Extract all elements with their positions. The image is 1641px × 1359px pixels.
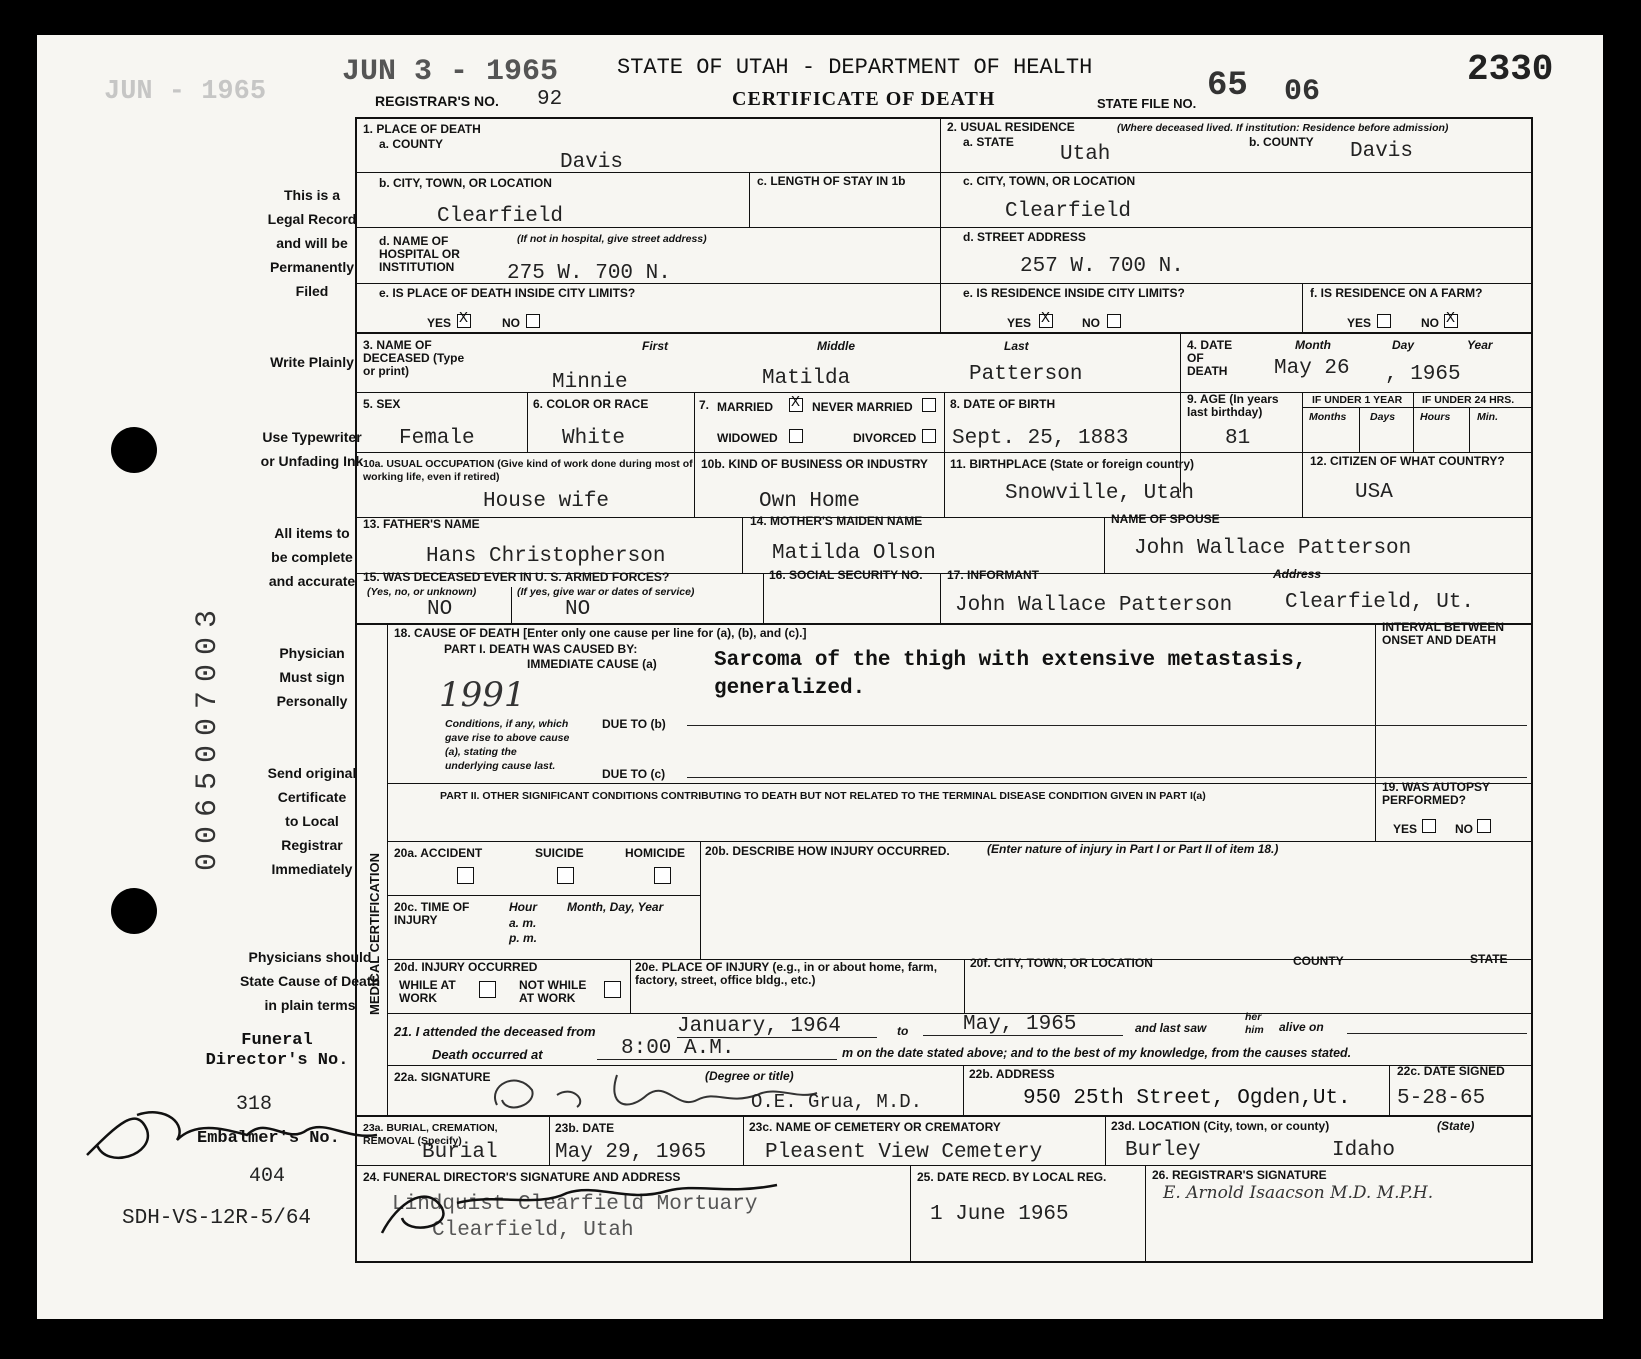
- label-date-signed: 22c. DATE SIGNED: [1397, 1064, 1505, 1078]
- label-mdy: Month, Day, Year: [567, 900, 664, 914]
- checkbox-divorced[interactable]: [922, 429, 936, 443]
- value-race: White: [562, 427, 626, 450]
- label-street: d. STREET ADDRESS: [963, 230, 1086, 244]
- label-while-work: WHILE AT WORK: [399, 978, 456, 1005]
- label-under-1-year: IF UNDER 1 YEAR: [1312, 394, 1403, 406]
- label-divorced: DIVORCED: [853, 431, 917, 445]
- label-citizen: 12. CITIZEN OF WHAT COUNTRY?: [1310, 454, 1505, 468]
- value-mortuary-line2: Clearfield, Utah: [432, 1219, 634, 1242]
- value-armed-a: NO: [427, 598, 453, 621]
- label-immediate: IMMEDIATE CAUSE (a): [527, 657, 657, 671]
- value-birthplace: Snowville, Utah: [1005, 482, 1195, 505]
- label-interval: INTERVAL BETWEEN ONSET AND DEATH: [1382, 620, 1505, 647]
- label-last-saw: and last saw: [1135, 1021, 1207, 1035]
- label-inside-city: e. IS PLACE OF DEATH INSIDE CITY LIMITS?: [379, 286, 636, 300]
- label-death-occurred: Death occurred at: [432, 1047, 543, 1062]
- value-res-state: Utah: [1060, 143, 1111, 166]
- label-county: a. COUNTY: [379, 137, 444, 151]
- value-last-name: Patterson: [969, 363, 1083, 386]
- label-not-while-work: NOT WHILE AT WORK: [519, 978, 587, 1005]
- label-year: Year: [1467, 338, 1493, 352]
- received-date-stamp: JUN 3 - 1965: [342, 55, 559, 89]
- label-no-1: NO: [502, 316, 520, 330]
- checkbox-farm-no[interactable]: [1444, 314, 1458, 328]
- checkbox-farm-yes[interactable]: [1377, 314, 1391, 328]
- label-usual-residence: 2. USUAL RESIDENCE: [947, 120, 1075, 134]
- vertical-serial-number: 0065007003: [191, 600, 225, 871]
- label-occupation: 10a. USUAL OCCUPATION (Give kind of work done during most of working life, even if retired): [363, 458, 693, 483]
- label-address-22b: 22b. ADDRESS: [969, 1067, 1055, 1081]
- label-armed-note2: (If yes, give war or dates of service): [517, 586, 695, 598]
- label-hospital-note: (If not in hospital, give street address): [517, 233, 707, 245]
- label-part2: PART II. OTHER SIGNIFICANT CONDITIONS CONTRIBUTING TO DEATH BUT NOT RELATED TO THE TERMINAL DISEASE CONDITION GIVEN IN PART I(a): [440, 790, 1206, 802]
- label-signature: 22a. SIGNATURE: [394, 1070, 491, 1084]
- label-days: Days: [1370, 411, 1396, 423]
- label-due-b: DUE TO (b): [602, 717, 666, 731]
- label-cemetery: 23c. NAME OF CEMETERY OR CREMATORY: [749, 1120, 1001, 1134]
- label-res-county: b. COUNTY: [1249, 135, 1314, 149]
- sidebar-note-cause: Physicians should State Cause of Death in plain terms: [239, 949, 381, 1013]
- label-hours: Hours: [1420, 411, 1451, 423]
- embalmer-no: 404: [249, 1165, 286, 1188]
- sidebar-note-complete: All items to be complete and accurate: [268, 525, 356, 589]
- label-conditions: Conditions, if any, which gave rise to above cause (a), stating the underlying cause last.: [445, 718, 570, 772]
- label-date-of-death: 4. DATE OF DEATH: [1187, 338, 1233, 378]
- label-alive-on: alive on: [1279, 1020, 1324, 1034]
- label-month: Month: [1295, 338, 1331, 352]
- value-armed-b: NO: [565, 598, 591, 621]
- value-occupation: House wife: [483, 490, 610, 513]
- registrar-signature: E. Arnold Isaacson M.D. M.P.H.: [1163, 1183, 1434, 1203]
- label-never-married: NEVER MARRIED: [812, 400, 913, 414]
- value-res-street: 257 W. 700 N.: [1020, 255, 1184, 278]
- label-residence-note: (Where deceased lived. If institution: Residence before admission): [1117, 122, 1449, 134]
- certificate-paper: [37, 35, 1603, 1319]
- checkbox-while-work[interactable]: [479, 981, 496, 998]
- label-hour: Hour: [509, 900, 537, 914]
- checkbox-married[interactable]: [789, 398, 803, 412]
- label-armed-forces: 15. WAS DECEASED EVER IN U. S. ARMED FORCES?: [363, 570, 670, 584]
- value-cause-line2: generalized.: [714, 677, 866, 700]
- checkbox-widowed[interactable]: [789, 429, 803, 443]
- label-due-c: DUE TO (c): [602, 767, 666, 781]
- value-death-city: Clearfield: [437, 205, 564, 228]
- label-no-2: NO: [1082, 316, 1100, 330]
- value-sex: Female: [399, 427, 475, 450]
- label-married-num: 7.: [699, 398, 710, 412]
- value-date-recd: 1 June 1965: [930, 1203, 1069, 1226]
- value-cause-line1: Sarcoma of the thigh with extensive metastasis,: [714, 649, 1307, 672]
- label-her-him: her him: [1245, 1011, 1264, 1036]
- value-location-state: Idaho: [1332, 1139, 1396, 1162]
- value-mortuary-line1: Lindquist Clearfield Mortuary: [392, 1193, 758, 1216]
- label-describe-injury: 20b. DESCRIBE HOW INJURY OCCURRED.: [705, 844, 950, 858]
- label-yes-1: YES: [427, 316, 452, 330]
- label-informant: 17. INFORMANT: [947, 568, 1040, 582]
- value-date-signed: 5-28-65: [1397, 1087, 1486, 1110]
- label-state: a. STATE: [963, 135, 1014, 149]
- label-yes-2: YES: [1007, 316, 1032, 330]
- label-min: Min.: [1477, 411, 1498, 423]
- value-father: Hans Christopherson: [426, 545, 666, 568]
- label-registrar-sig: 26. REGISTRAR'S SIGNATURE: [1152, 1168, 1327, 1182]
- label-date-birth: 8. DATE OF BIRTH: [950, 397, 1056, 411]
- label-time-injury: 20c. TIME OF INJURY: [394, 900, 470, 927]
- sidebar-note-typewriter: Use Typewriter or Unfading Ink: [260, 429, 364, 469]
- label-farm: f. IS RESIDENCE ON A FARM?: [1310, 286, 1483, 300]
- checkbox-never-married[interactable]: [922, 398, 936, 412]
- label-under-24: IF UNDER 24 HRS.: [1422, 394, 1515, 406]
- checkbox-homicide[interactable]: [654, 867, 671, 884]
- sidebar-note-send: Send original Certificate to Local Registrar Immediately: [267, 765, 357, 877]
- label-location: 23d. LOCATION (City, town, or county): [1111, 1119, 1330, 1133]
- label-describe-note: (Enter nature of injury in Part I or Part II of item 18.): [987, 842, 1279, 856]
- label-address: Address: [1273, 567, 1322, 581]
- label-injury-occurred: 20d. INJURY OCCURRED: [394, 960, 538, 974]
- value-business: Own Home: [759, 490, 860, 513]
- label-mother: 14. MOTHER'S MAIDEN NAME: [750, 514, 923, 528]
- checkbox-not-while-work[interactable]: [604, 981, 621, 998]
- label-autopsy-yes: YES: [1393, 822, 1418, 836]
- value-cemetery: Pleasent View Cemetery: [765, 1141, 1043, 1164]
- department-title: STATE OF UTAH - DEPARTMENT OF HEALTH: [617, 55, 1093, 80]
- label-place-of-death: 1. PLACE OF DEATH: [363, 122, 481, 136]
- value-burial-date: May 29, 1965: [555, 1141, 707, 1164]
- value-age: 81: [1225, 427, 1251, 450]
- value-res-county: Davis: [1350, 140, 1414, 163]
- label-am: a. m.: [509, 916, 537, 930]
- label-sex: 5. SEX: [363, 397, 401, 411]
- label-ssn: 16. SOCIAL SECURITY NO.: [769, 568, 923, 582]
- label-length-stay: c. LENGTH OF STAY IN 1b: [757, 174, 906, 188]
- medical-certification-label: MEDICAL CERTIFICATION: [367, 852, 382, 1015]
- label-business: 10b. KIND OF BUSINESS OR INDUSTRY: [701, 457, 928, 471]
- value-death-month-day: May 26: [1274, 357, 1350, 380]
- label-injury-city: 20f. CITY, TOWN, OR LOCATION: [970, 956, 1153, 970]
- label-name-deceased: 3. NAME OF DECEASED (Type or print): [363, 338, 465, 378]
- checkbox-res-inside-no[interactable]: [1107, 314, 1121, 328]
- label-place-injury: 20e. PLACE OF INJURY (e.g., in or about home, farm, factory, street, office bldg., etc.): [635, 960, 938, 987]
- value-informant: John Wallace Patterson: [955, 594, 1233, 617]
- funeral-director-no: 318: [236, 1093, 273, 1116]
- checkbox-res-inside-yes[interactable]: [1039, 314, 1053, 328]
- label-race: 6. COLOR OR RACE: [533, 397, 649, 411]
- label-cause: 18. CAUSE OF DEATH [Enter only one cause per line for (a), (b), and (c).]: [394, 626, 807, 640]
- checkbox-suicide[interactable]: [557, 867, 574, 884]
- value-burial: Burial: [422, 1141, 498, 1164]
- label-homicide: HOMICIDE: [625, 846, 685, 860]
- label-burial: 23a. BURIAL, CREMATION, REMOVAL (Specify): [363, 1122, 498, 1147]
- value-spouse: John Wallace Patterson: [1134, 537, 1412, 560]
- registrar-label: REGISTRAR'S NO.: [375, 93, 499, 109]
- file-no-stamp-2: 06: [1284, 75, 1321, 109]
- label-death-occurred-rest: m on the date stated above; and to the best of my knowledge, from the causes stated.: [842, 1046, 1352, 1060]
- value-res-city: Clearfield: [1005, 200, 1132, 223]
- label-injury-county: COUNTY: [1293, 954, 1344, 968]
- label-yes-3: YES: [1347, 316, 1372, 330]
- value-first-name: Minnie: [552, 371, 628, 394]
- value-attended-from: January, 1964: [677, 1015, 841, 1038]
- label-pm: p. m.: [509, 931, 538, 945]
- value-hospital: 275 W. 700 N.: [507, 262, 671, 285]
- value-death-year: , 1965: [1385, 363, 1461, 386]
- label-birthplace: 11. BIRTHPLACE (State or foreign country): [950, 457, 1195, 471]
- state-file-label: STATE FILE NO.: [1097, 96, 1197, 111]
- label-res-inside: e. IS RESIDENCE INSIDE CITY LIMITS?: [963, 286, 1185, 300]
- label-attended: 21. I attended the deceased from: [394, 1024, 596, 1039]
- label-age: 9. AGE (In years last birthday): [1187, 392, 1279, 419]
- label-day: Day: [1392, 338, 1415, 352]
- label-city: b. CITY, TOWN, OR LOCATION: [379, 176, 552, 190]
- value-physician-name: O.E. Grua, M.D.: [751, 1091, 923, 1113]
- label-armed-note1: (Yes, no, or unknown): [367, 586, 477, 598]
- checkbox-death-inside-no[interactable]: [526, 314, 540, 328]
- value-mother: Matilda Olson: [772, 542, 936, 565]
- value-informant-address: Clearfield, Ut.: [1285, 591, 1475, 614]
- label-last: Last: [1004, 339, 1029, 353]
- sidebar-note-legal: This is a Legal Record and will be Permanently Filed: [267, 187, 357, 299]
- value-death-county: Davis: [560, 151, 624, 174]
- label-suicide: SUICIDE: [535, 846, 584, 860]
- label-state-paren: (State): [1437, 1119, 1475, 1133]
- label-widowed: WIDOWED: [717, 431, 778, 445]
- label-no-3: NO: [1421, 316, 1439, 330]
- value-citizen: USA: [1355, 481, 1393, 504]
- funeral-director-label: Funeral Director's No.: [205, 1031, 349, 1070]
- label-months: Months: [1309, 411, 1347, 423]
- label-middle: Middle: [817, 339, 855, 353]
- value-death-time: 8:00 A.M.: [621, 1037, 735, 1060]
- checkbox-autopsy-yes[interactable]: [1422, 819, 1436, 833]
- label-father: 13. FATHER'S NAME: [363, 517, 480, 531]
- value-attended-to: May, 1965: [963, 1013, 1077, 1036]
- checkbox-autopsy-no[interactable]: [1477, 819, 1491, 833]
- funeral-director-signature-image: [77, 1075, 397, 1175]
- label-part1: PART I. DEATH WAS CAUSED BY:: [444, 642, 638, 656]
- label-date-recd: 25. DATE RECD. BY LOCAL REG.: [917, 1170, 1107, 1184]
- file-no-stamp-1: 65: [1207, 67, 1248, 105]
- sidebar-note-physician: Physician Must sign Personally: [276, 645, 348, 709]
- punch-hole-top: [111, 427, 157, 473]
- label-accident: 20a. ACCIDENT: [394, 846, 483, 860]
- certificate-number-stamp: 2330: [1467, 49, 1554, 90]
- form-title: CERTIFICATE OF DEATH: [732, 88, 996, 110]
- label-to: to: [897, 1024, 909, 1038]
- funeral-director-signature-overlay: [367, 1163, 787, 1243]
- value-birth-date: Sept. 25, 1883: [952, 427, 1129, 450]
- registrar-no: 92: [537, 88, 563, 111]
- label-spouse: NAME OF SPOUSE: [1111, 512, 1220, 526]
- form-code: SDH-VS-12R-5/64: [122, 1207, 312, 1230]
- value-physician-address: 950 25th Street, Ogden,Ut.: [1023, 1087, 1351, 1110]
- sidebar-note-write: Write Plainly: [270, 354, 354, 370]
- label-married: MARRIED: [717, 400, 773, 414]
- label-hospital: d. NAME OF HOSPITAL OR INSTITUTION: [379, 234, 460, 274]
- label-res-city: c. CITY, TOWN, OR LOCATION: [963, 174, 1136, 188]
- label-injury-state: STATE: [1470, 952, 1508, 966]
- embalmer-label: Embalmer's No.: [197, 1129, 340, 1148]
- label-autopsy-no: NO: [1455, 822, 1473, 836]
- handwritten-code: 1991: [439, 675, 526, 715]
- value-middle-name: Matilda: [762, 367, 851, 390]
- label-funeral-sig: 24. FUNERAL DIRECTOR'S SIGNATURE AND ADDRESS: [363, 1170, 681, 1184]
- label-degree: (Degree or title): [705, 1069, 794, 1083]
- label-first: First: [642, 339, 669, 353]
- received-date-stamp-faded: JUN - 1965: [104, 77, 267, 107]
- checkbox-accident[interactable]: [457, 867, 474, 884]
- value-location-city: Burley: [1125, 1139, 1201, 1162]
- label-burial-date: 23b. DATE: [555, 1121, 615, 1135]
- label-autopsy: 19. WAS AUTOPSY PERFORMED?: [1382, 780, 1490, 807]
- checkbox-death-inside-yes[interactable]: [457, 314, 471, 328]
- punch-hole-bottom: [111, 888, 157, 934]
